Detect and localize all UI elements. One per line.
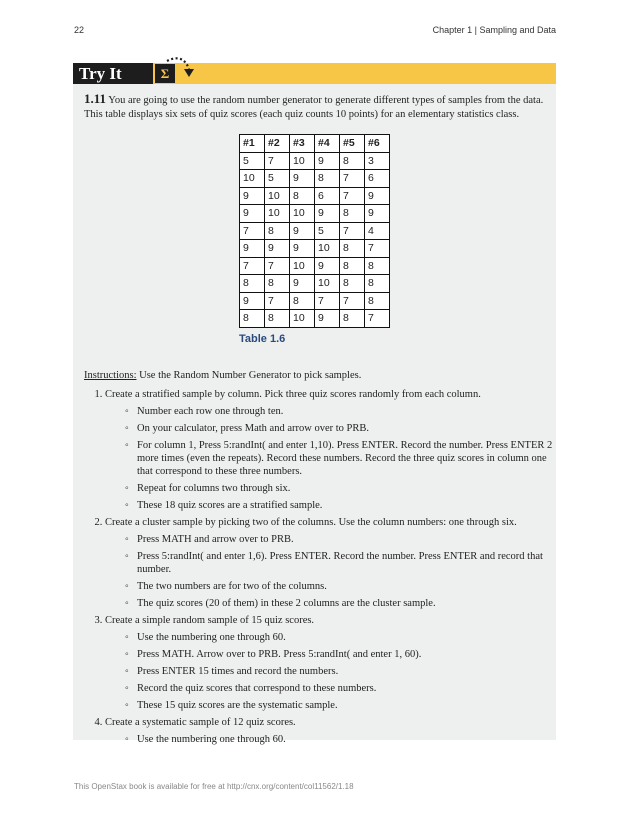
table-cell: 10 <box>240 170 265 188</box>
sub-step-list <box>105 533 557 610</box>
table-cell: 8 <box>265 222 290 240</box>
instructions <box>84 370 361 381</box>
column-header: #3 <box>290 135 315 153</box>
table-cell: 6 <box>365 170 390 188</box>
table-cell: 7 <box>240 257 265 275</box>
table-cell: 8 <box>315 170 340 188</box>
step-text: Create a simple random sample of 15 quiz scores. <box>105 615 315 626</box>
table-cell: 7 <box>340 170 365 188</box>
table-cell: 6 <box>315 187 340 205</box>
sub-step-item: ◦ Press MATH. Arrow over to PRB. Press 5:randInt( and enter 1, 60). <box>125 648 557 661</box>
dotted-arrow-icon <box>163 55 197 83</box>
table-cell: 9 <box>290 240 315 258</box>
table-cell: 9 <box>240 292 265 310</box>
table-cell: 8 <box>365 275 390 293</box>
table-header-row <box>240 135 390 153</box>
table-cell: 10 <box>315 275 340 293</box>
column-header: #2 <box>265 135 290 153</box>
footer: This OpenStax book is available for free at http://cnx.org/content/col11562/1.18 <box>74 782 354 791</box>
step-item <box>105 614 557 712</box>
table-cell: 8 <box>290 292 315 310</box>
table-cell: 8 <box>340 205 365 223</box>
table-cell: 9 <box>365 205 390 223</box>
table-cell: 5 <box>315 222 340 240</box>
step-item <box>105 516 557 610</box>
sub-step-item: ◦ Record the quiz scores that correspond to these numbers. <box>125 682 557 695</box>
table-cell: 7 <box>265 257 290 275</box>
table-cell: 8 <box>265 275 290 293</box>
table-row <box>240 187 390 205</box>
table-cell: 9 <box>315 205 340 223</box>
sigma-icon: Σ <box>155 64 175 83</box>
table-row <box>240 257 390 275</box>
sub-step-item: ◦ These 15 quiz scores are the systematic sample. <box>125 699 557 712</box>
table-cell: 8 <box>340 240 365 258</box>
table-cell: 7 <box>315 292 340 310</box>
steps-list <box>84 388 557 750</box>
table-cell: 7 <box>365 240 390 258</box>
table-cell: 7 <box>340 292 365 310</box>
sub-step-item: ◦ Press MATH and arrow over to PRB. <box>125 533 557 546</box>
quiz-scores-table <box>239 134 390 328</box>
sub-step-item: ◦ For column 1, Press 5:randInt( and enter 1,10). Press ENTER. Record the number. Press ENTER 2 more times (even the repeats). Record these numbers. Record the three quiz scores in column one that correspond to these three numbers. <box>125 439 557 478</box>
table-cell: 7 <box>365 310 390 328</box>
table-cell: 9 <box>290 222 315 240</box>
table-cell: 8 <box>365 292 390 310</box>
table-cell: 9 <box>290 275 315 293</box>
sub-step-item: ◦ On your calculator, press Math and arrow over to PRB. <box>125 422 557 435</box>
table-cell: 9 <box>240 187 265 205</box>
table-row <box>240 152 390 170</box>
table-cell: 4 <box>365 222 390 240</box>
table-cell: 5 <box>265 170 290 188</box>
sub-step-item: ◦ Press ENTER 15 times and record the numbers. <box>125 665 557 678</box>
step-item <box>105 388 557 512</box>
step-text: Create a cluster sample by picking two of the columns. Use the column numbers: one through six. <box>105 517 517 528</box>
column-header: #6 <box>365 135 390 153</box>
column-header: #4 <box>315 135 340 153</box>
sub-step-item: ◦ Use the numbering one through 60. <box>125 733 557 746</box>
table-row <box>240 310 390 328</box>
page-number: 22 <box>74 25 85 35</box>
table-cell: 10 <box>290 257 315 275</box>
table-description: This table displays six sets of quiz scores (each quiz counts 10 points) for an elementary statistics class. <box>84 109 520 120</box>
table-cell: 10 <box>315 240 340 258</box>
table-row <box>240 240 390 258</box>
table-cell: 8 <box>340 310 365 328</box>
table-cell: 9 <box>290 170 315 188</box>
exercise-intro <box>84 91 544 108</box>
sub-step-item: ◦ These 18 quiz scores are a stratified sample. <box>125 499 557 512</box>
sub-step-list <box>105 733 557 746</box>
table-row <box>240 222 390 240</box>
table-cell: 7 <box>240 222 265 240</box>
step-text: Create a stratified sample by column. Pick three quiz scores randomly from each column. <box>105 389 481 400</box>
instructions-label: Instructions: <box>84 370 137 381</box>
table-cell: 9 <box>240 240 265 258</box>
table-cell: 8 <box>240 275 265 293</box>
table-cell: 9 <box>315 310 340 328</box>
try-it-label: Try It <box>73 63 153 84</box>
sub-step-item: ◦ Press 5:randInt( and enter 1,6). Press ENTER. Record the number. Press ENTER and record that number. <box>125 550 557 576</box>
table-caption: Table 1.6 <box>239 333 286 345</box>
sub-step-list <box>105 631 557 712</box>
sub-step-item: ◦ Repeat for columns two through six. <box>125 482 557 495</box>
table-cell: 9 <box>315 257 340 275</box>
try-it-box <box>73 63 556 745</box>
table-cell: 3 <box>365 152 390 170</box>
sub-step-list <box>105 405 557 512</box>
table-cell: 10 <box>290 310 315 328</box>
table-cell: 7 <box>340 187 365 205</box>
table-cell: 10 <box>290 205 315 223</box>
table-cell: 8 <box>290 187 315 205</box>
table-cell: 9 <box>365 187 390 205</box>
table-cell: 5 <box>240 152 265 170</box>
sub-step-item: ◦ Number each row one through ten. <box>125 405 557 418</box>
table-cell: 8 <box>340 275 365 293</box>
table-cell: 10 <box>265 205 290 223</box>
sub-step-item: ◦ Use the numbering one through 60. <box>125 631 557 644</box>
table-cell: 7 <box>265 152 290 170</box>
sub-step-item: ◦ The quiz scores (20 of them) in these 2 columns are the cluster sample. <box>125 597 557 610</box>
exercise-text: You are going to use the random number generator to generate different types of samples from the data. <box>108 95 544 106</box>
try-it-banner <box>73 63 556 84</box>
table-cell: 10 <box>265 187 290 205</box>
table-cell: 8 <box>365 257 390 275</box>
instructions-text: Use the Random Number Generator to pick samples. <box>139 370 362 381</box>
table-cell: 9 <box>315 152 340 170</box>
sub-step-item: ◦ The two numbers are for two of the columns. <box>125 580 557 593</box>
table-row <box>240 205 390 223</box>
step-text: Create a systematic sample of 12 quiz scores. <box>105 717 296 728</box>
column-header: #1 <box>240 135 265 153</box>
table-cell: 9 <box>240 205 265 223</box>
table-cell: 9 <box>265 240 290 258</box>
step-item <box>105 716 557 746</box>
table-cell: 8 <box>340 257 365 275</box>
exercise-number: 1.11 <box>84 91 107 106</box>
table-cell: 7 <box>340 222 365 240</box>
table-row <box>240 170 390 188</box>
chapter-header: Chapter 1 | Sampling and Data <box>432 25 556 35</box>
table-cell: 8 <box>265 310 290 328</box>
table-cell: 10 <box>290 152 315 170</box>
table-cell: 8 <box>340 152 365 170</box>
column-header: #5 <box>340 135 365 153</box>
table-cell: 7 <box>265 292 290 310</box>
table-row <box>240 292 390 310</box>
table-row <box>240 275 390 293</box>
table-cell: 8 <box>240 310 265 328</box>
